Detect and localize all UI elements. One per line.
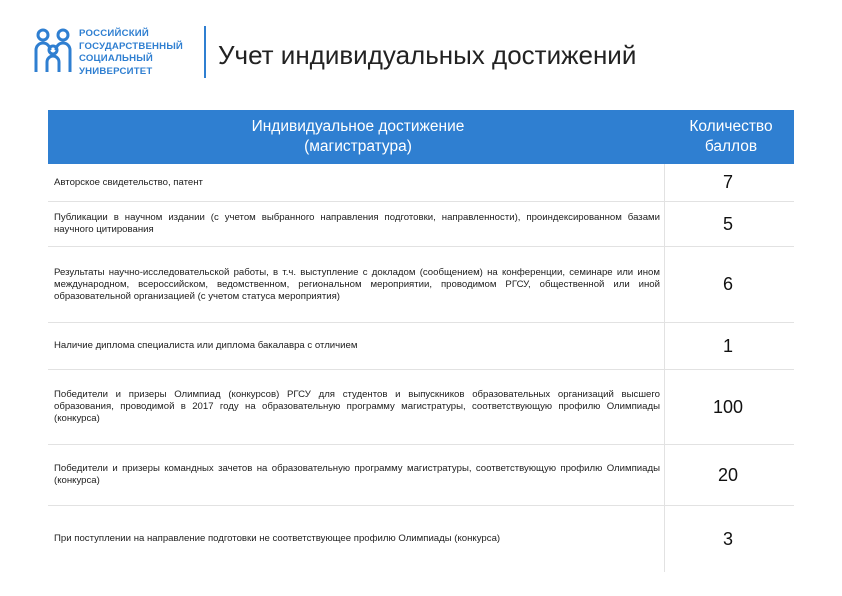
achievement-text: Победители и призеры командных зачетов на образовательную программу магистратуры, соответствующую профилю Олимпиады (конкурса)	[54, 463, 660, 486]
table-row	[48, 247, 794, 323]
achievement-text: Авторское свидетельство, патент	[54, 176, 203, 188]
achievement-text: Победители и призеры Олимпиад (конкурсов) РГСУ для студентов и выпускников образовательных организаций высшего образования, проводимой в 2017 году на образовательную программу магистратуры, соответствующую профилю Олимпиады (конкурса)	[54, 389, 660, 424]
achievement-cell	[48, 506, 664, 572]
column-header-achievement-text: Индивидуальное достижение (магистратура)	[251, 118, 465, 155]
table-row	[48, 506, 794, 572]
table-row	[48, 202, 794, 247]
university-logo	[32, 26, 202, 82]
people-group-icon	[32, 26, 76, 76]
table-row	[48, 370, 794, 445]
points-cell: 20	[664, 445, 791, 505]
achievement-text: Результаты научно-исследовательской работы, в т.ч. выступление с докладом (сообщением) на конференции, семинаре или ином международном, всероссийском, ведомственном, региональном мероприятии, проводимом РГСУ, общественной или иной образовательной организацией (с учетом статуса мероприятия)	[54, 266, 660, 302]
page-header	[32, 22, 822, 82]
logo-line: УНИВЕРСИТЕТ	[79, 65, 153, 77]
table-row	[48, 323, 794, 370]
achievement-text: Наличие диплома специалиста или диплома бакалавра с отличием	[54, 340, 358, 351]
points-cell: 100	[664, 370, 791, 444]
achievement-text: При поступлении на направление подготовки не соответствующее профилю Олимпиады (конкурса)	[54, 533, 501, 544]
table-row	[48, 445, 794, 506]
column-header-points-text: Количество баллов	[689, 118, 773, 155]
logo-text	[79, 28, 183, 78]
achievement-cell	[48, 445, 664, 505]
table-row	[48, 164, 794, 202]
achievement-cell	[48, 164, 664, 201]
achievement-cell	[48, 247, 664, 322]
points-cell: 5	[664, 202, 791, 246]
achievement-cell	[48, 370, 664, 444]
achievement-cell	[48, 323, 664, 369]
page-title: Учет индивидуальных достижений	[218, 40, 637, 70]
points-cell: 6	[664, 247, 791, 322]
achievement-cell	[48, 202, 664, 246]
table-header	[48, 110, 794, 164]
column-header-points	[668, 110, 794, 164]
points-cell: 7	[664, 164, 791, 201]
header-divider	[204, 26, 206, 78]
logo-line: РОССИЙСКИЙ	[79, 28, 149, 39]
points-cell: 1	[664, 323, 791, 369]
column-header-achievement	[48, 110, 668, 164]
points-cell: 3	[664, 506, 791, 572]
achievements-table	[48, 110, 794, 572]
achievement-text: Публикации в научном издании (с учетом выбранного направления подготовки, направленности), проиндексированном базами научного цитирования	[54, 212, 660, 235]
logo-line: СОЦИАЛЬНЫЙ	[79, 53, 153, 65]
logo-line: ГОСУДАРСТВЕННЫЙ	[79, 40, 184, 52]
